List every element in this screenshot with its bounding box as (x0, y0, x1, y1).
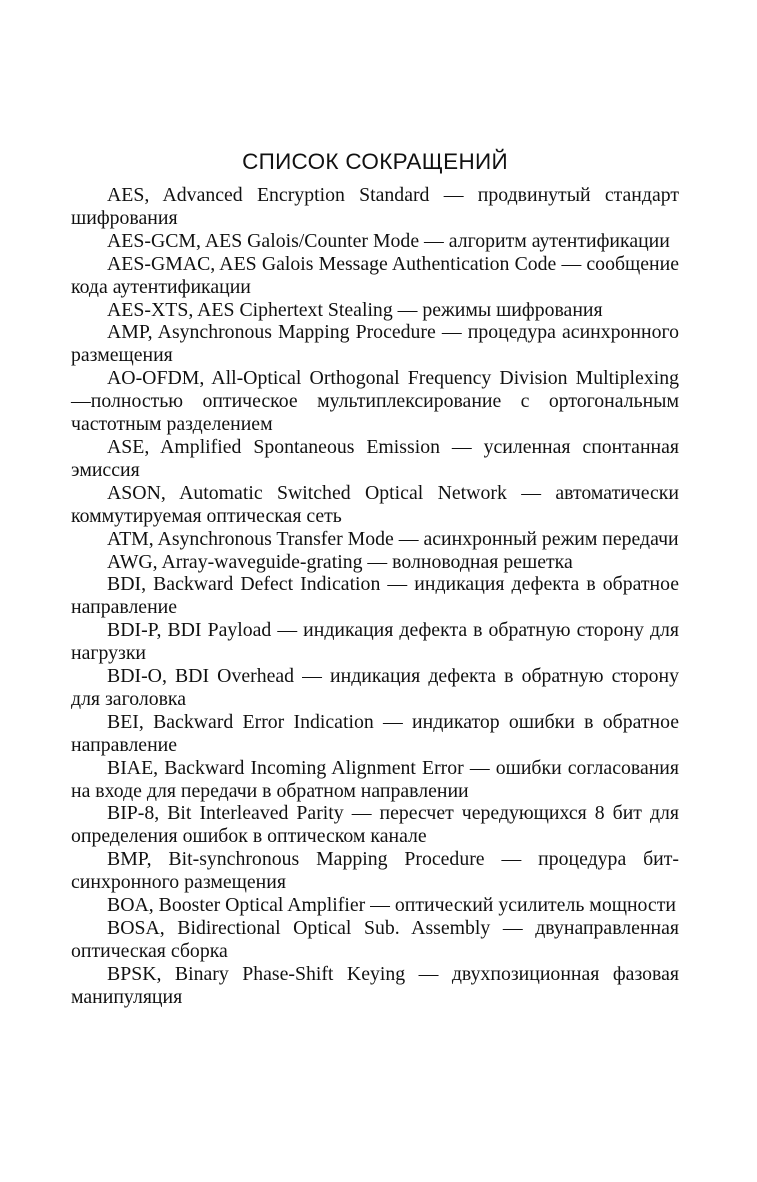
page-title: СПИСОК СОКРАЩЕНИЙ (242, 149, 508, 174)
abbreviation-entry: AMP, Asynchronous Mapping Procedure — процедура асинхронного размещения (71, 321, 679, 367)
abbreviation-entry: BIP-8, Bit Interleaved Parity — пересчет чередующихся 8 бит для определения ошибок в оптическом канале (71, 802, 679, 848)
abbreviation-entry: AES-GMAC, AES Galois Message Authentication Code — сообщение кода аутентификации (71, 252, 679, 298)
abbreviation-entry: BOA, Booster Optical Amplifier — оптический усилитель мощности (107, 894, 676, 917)
abbreviation-entry: AO-OFDM, All-Optical Orthogonal Frequency Division Multiplexing —полностью оптическое мультиплексирование с ортогональным частотным разделением (71, 367, 679, 436)
abbreviation-entry: AES, Advanced Encryption Standard — продвинутый стандарт шифрования (71, 184, 679, 229)
abbreviation-list (71, 184, 679, 1009)
abbreviation-entry: BOSA, Bidirectional Optical Sub. Assembly — двунаправленная оптическая сборка (71, 917, 679, 962)
abbreviation-entry: ATM, Asynchronous Transfer Mode — асинхронный режим передачи (107, 527, 679, 550)
abbreviation-entry: BDI-P, BDI Payload — индикация дефекта в обратную сторону для нагрузки (71, 619, 679, 665)
abbreviation-entry: BIAE, Backward Incoming Alignment Error — ошибки согласования на входе для передачи в обратном направлении (71, 756, 679, 802)
abbreviation-entry: BDI, Backward Defect Indication — индикация дефекта в обратное направление (71, 573, 679, 619)
abbreviation-entry: BEI, Backward Error Indication — индикатор ошибки в обратное направление (71, 710, 679, 756)
abbreviation-entry: BMP, Bit-synchronous Mapping Procedure — процедура бит-синхронного размещения (71, 848, 679, 894)
abbreviation-entry: BPSK, Binary Phase-Shift Keying — двухпозиционная фазовая манипуляция (71, 962, 679, 1008)
abbreviation-entry: ASE, Amplified Spontaneous Emission — усиленная спонтанная эмиссия (71, 435, 679, 481)
abbreviation-entry: ASON, Automatic Switched Optical Network — автоматически коммутируемая оптическая сеть (71, 481, 679, 527)
abbreviation-entry: AES-XTS, AES Ciphertext Stealing — режимы шифрования (107, 298, 603, 321)
abbreviation-entry: BDI-O, BDI Overhead — индикация дефекта в обратную сторону для заголовка (71, 665, 679, 710)
page (71, 148, 679, 1009)
abbreviation-entry: AWG, Array-waveguide-grating — волноводная решетка (107, 550, 573, 573)
abbreviation-entry: AES-GCM, AES Galois/Counter Mode — алгоритм аутентификации (107, 229, 670, 252)
